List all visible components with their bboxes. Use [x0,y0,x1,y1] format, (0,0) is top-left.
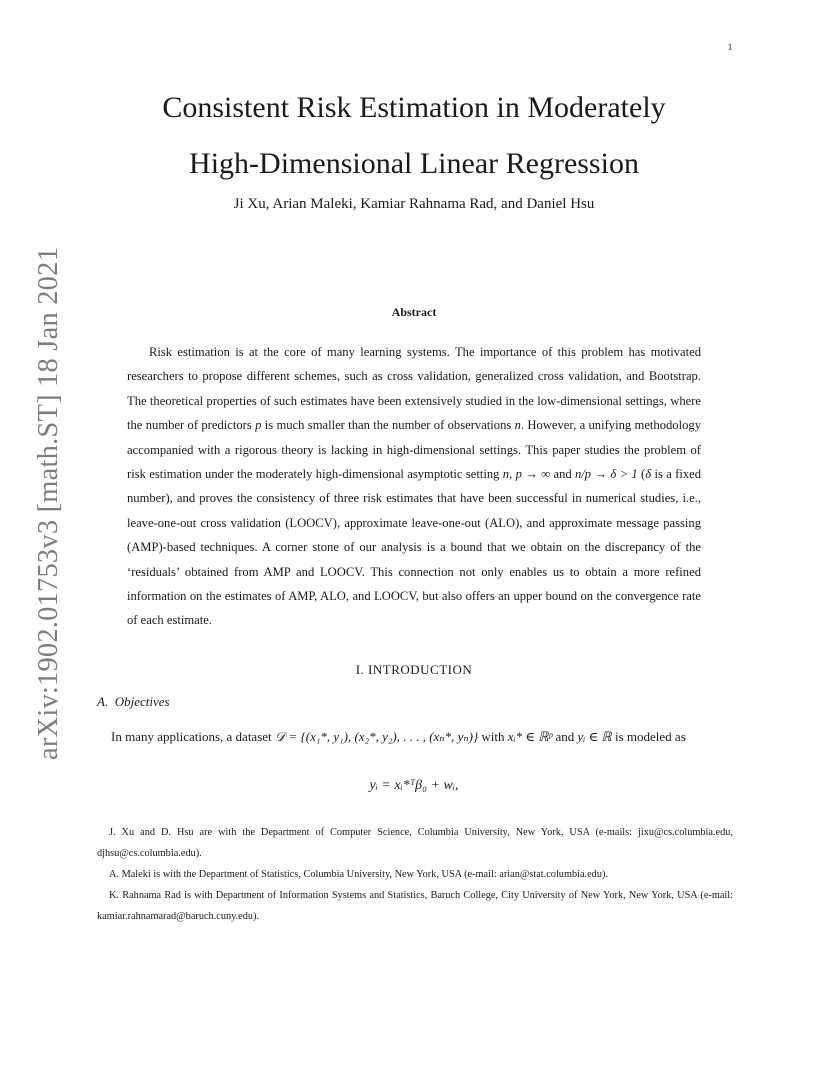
math-var-delta: δ [645,467,652,482]
footnotes [97,822,733,927]
author-list: Ji Xu, Arian Maleki, Kamiar Rahnama Rad, and Daniel Hsu [233,196,595,212]
section-heading-introduction [0,662,828,678]
intro-paragraph [97,723,733,750]
intro-text: is modeled as [611,729,686,744]
subsection-heading-objectives [97,694,170,710]
intro-text: In many applications, a dataset [111,729,275,744]
model-equation [0,778,828,794]
intro-text: with [478,729,508,744]
math-yi-domain: yᵢ ∈ ℝ [577,729,612,744]
abstract-text: . However, a unifying methodology accompanied with a rigorous theory is lacking in high-dimensional settings. This paper studies the problem of risk estimation under the moderately high-dimensional asymptotic setting [127,418,701,482]
title-line-2: High-Dimensional Linear Regression [189,147,639,180]
footnote-maleki: A. Maleki is with the Department of Statistics, Columbia University, New York, USA (e-mail: arian@stat.columbia.edu). [109,869,608,880]
abstract-heading: Abstract [391,305,437,319]
abstract-text: ( [637,467,646,482]
math-xi-domain: xᵢ* ∈ ℝᵖ [507,729,553,744]
footnote-rahnama-rad: K. Rahnama Rad is with Department of Information Systems and Statistics, Baruch College, City University of New York, New York, USA (e-mail: kamiar.rahnamarad@baruch.cuny.edu). [97,890,733,922]
math-var-n: n [514,418,521,433]
paper-title [0,80,828,192]
subsection-title: Objectives [114,694,170,709]
abstract-body [127,340,701,633]
abstract-text: is much smaller than the number of observations [261,418,515,433]
footnote-xu-hsu: J. Xu and D. Hsu are with the Department of Computer Science, Columbia University, New York, USA (e-mails: jixu@cs.columbia.edu, djhsu@cs.columbia.edu). [97,827,733,859]
arxiv-identifier-stamp: arXiv:1902.01753v3 [math.ST] 18 Jan 2021 [33,246,64,760]
abstract-text: Risk estimation is at the core of many learning systems. The importance of this problem has motivated researchers to propose different schemes, such as cross validation, generalized cross validation, and Bootstrap. The theoretical properties of such estimates have been extensively studied in the low-dimensional settings, where the number of predictors [127,345,701,433]
section-title-rest: NTRODUCTION [372,662,473,677]
title-line-1: Consistent Risk Estimation in Moderately [162,91,666,124]
abstract-text: is a fixed number), and proves the consistency of three risk estimates that have been successful in numerical studies, i.e., leave-one-out cross validation (LOOCV), approximate leave-one-out (ALO), and approximate message passing (AMP)-based techniques. A corner stone of our analysis is a bound that we obtain on the discrepancy of the ‘residuals’ obtained from AMP and LOOCV. This connection not only enables us to obtain a more refined information on the estimates of AMP, ALO, and LOOCV, but also offers an upper bound on the convergence rate of each estimate. [127,467,702,628]
page-number: 1 [727,42,733,52]
math-dataset: 𝒟 = {(x₁*, y₁), (x₂*, y₂), . . . , (xₙ*, yₙ)} [274,729,479,744]
section-number: I. [355,662,365,677]
section-title-initial: I [368,662,373,677]
math-ratio-limit: n/p → δ > 1 [575,467,638,482]
math-limit-n-p: n, p → ∞ [502,467,551,482]
intro-text: and [552,729,578,744]
math-var-p: p [255,418,262,433]
abstract-text: and [550,467,576,482]
equation-text: yᵢ = xᵢ*ᵀβ₀ + wᵢ, [369,778,459,793]
subsection-label: A. [97,694,109,709]
